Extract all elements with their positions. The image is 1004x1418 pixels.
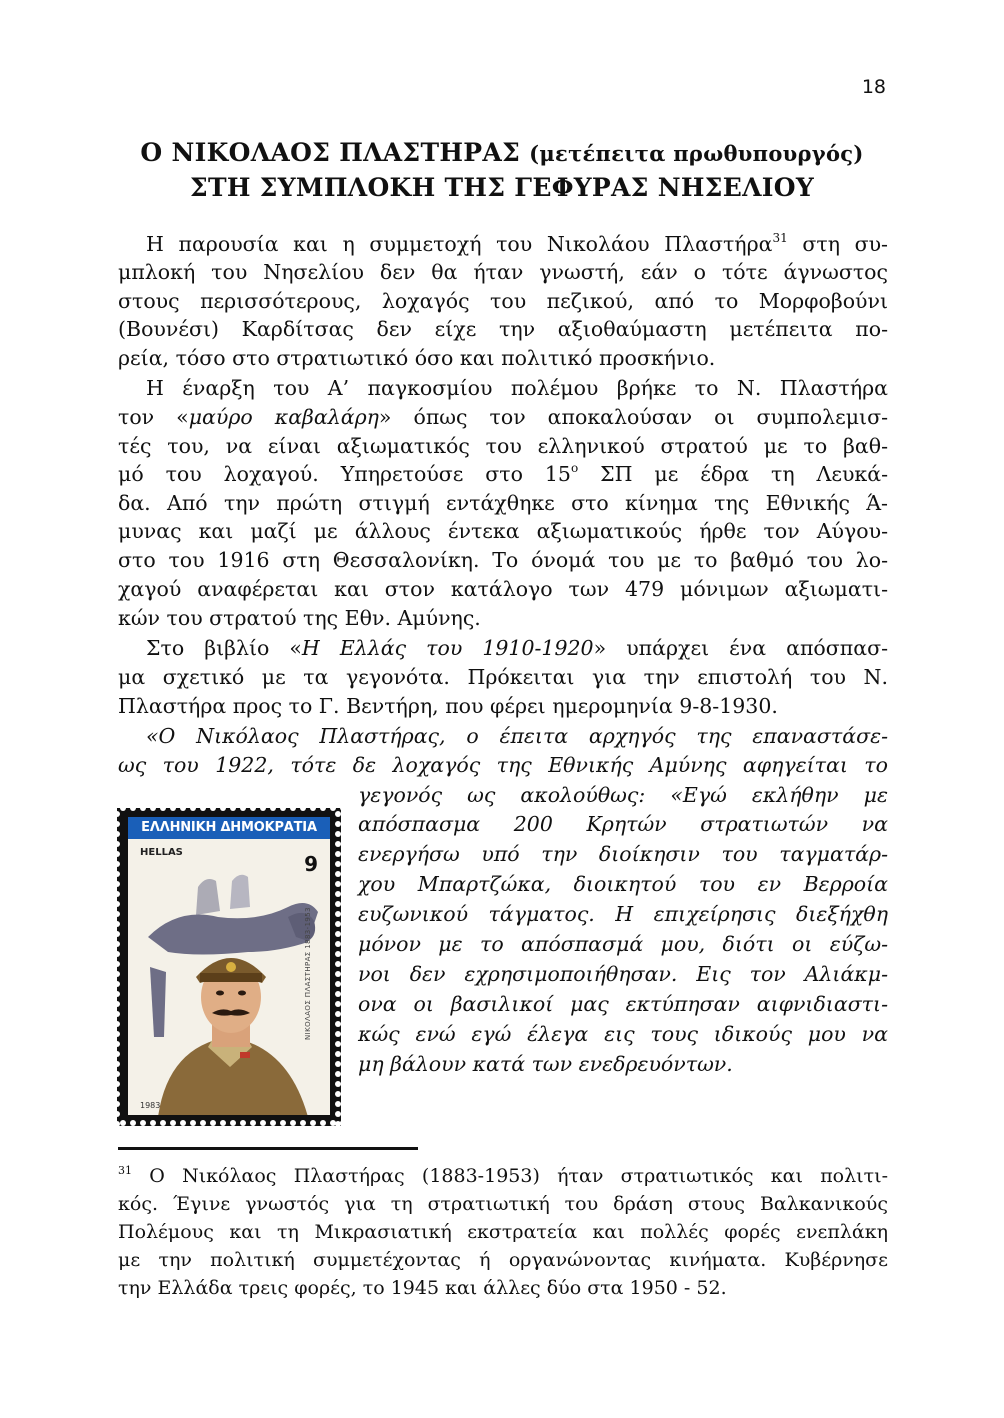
stamp-perforation (250, 805, 256, 811)
stamp-perforation (335, 1061, 341, 1067)
page-title (118, 136, 886, 205)
quote-line: ονα οι βασιλικοί μας εκτύπησαν αιφνιδιαστι- (358, 992, 888, 1016)
stamp-perforation (114, 1101, 120, 1107)
stamp-perforation (150, 805, 156, 811)
stamp-perforation (300, 805, 306, 811)
stamp-perforation (114, 1111, 120, 1117)
text-span: στη συ- (787, 232, 888, 256)
stamp-perforation (230, 805, 236, 811)
stamp-perforation (114, 891, 120, 897)
stamp-perforation (335, 831, 341, 837)
text-span: Η παρουσία και η συμμετοχή του Νικολάου Πλαστήρα (146, 232, 773, 256)
stamp-perforation (335, 1041, 341, 1047)
stamp-year: 1983 (140, 1101, 161, 1110)
stamp-perforation (114, 951, 120, 957)
text-line: μπλοκή του Νησελίου δεν θα ήταν γνωστή, εάν ο τότε άγνωστος (118, 260, 888, 284)
stamp-perforation (114, 1081, 120, 1087)
footnote-line (118, 1163, 888, 1190)
text-line (118, 460, 888, 488)
quote-line: μόνον με το απόσπασμά μου, διότι οι εύζω- (358, 932, 888, 956)
stamp-perforation (114, 1061, 120, 1067)
stamp-perforation (320, 1120, 326, 1126)
quote-line: γεγονός ως ακολούθως: «Εγώ εκλήθην με (358, 783, 888, 807)
stamp-perforation (335, 861, 341, 867)
stamp-perforation (335, 1091, 341, 1097)
stamp-perforation (270, 805, 276, 811)
stamp-perforation (114, 1071, 120, 1077)
stamp-perforation (210, 805, 216, 811)
stamp-perforation (290, 1120, 296, 1126)
footnote-line: με την πολιτική συμμετέχοντας ή οργανώνοντας κινήματα. Κυβέρνησε (118, 1249, 888, 1271)
text-span: Ο Νικόλαος Πλαστήρας (1883-1953) ήταν στρατιωτικός και πολιτι- (132, 1165, 888, 1187)
text-line (118, 634, 888, 662)
stamp-perforation (335, 1051, 341, 1057)
text-line: δα. Από την πρώτη στιγμή εντάχθηκε στο κίνημα της Εθνικής Ά- (118, 491, 888, 515)
stamp-perforation (200, 805, 206, 811)
stamp-perforation (160, 1120, 166, 1126)
stamp-perforation (170, 1120, 176, 1126)
stamp-perforation (335, 1031, 341, 1037)
stamp-perforation (220, 1120, 226, 1126)
stamp-perforation (114, 1021, 120, 1027)
title-line-2: ΣΤΗ ΣΥΜΠΛΟΚΗ ΤΗΣ ΓΕΦΥΡΑΣ ΝΗΣΕΛΙΟΥ (189, 173, 815, 202)
footnote-line: την Ελλάδα τρεις φορές, το 1945 και άλλες δύο στα 1950 - 52. (118, 1277, 727, 1299)
stamp-perforation (335, 1021, 341, 1027)
stamp-perforation (120, 1120, 126, 1126)
stamp-perforation (280, 805, 286, 811)
stamp-perforation (170, 805, 176, 811)
quote-line: ευζωνικού τάγματος. Η επιχείρησις διεξήχθη (358, 902, 888, 926)
quote-line: νοι δεν εχρησιμοποιήθησαν. Εις τον Αλιάκμ- (358, 962, 888, 986)
footnote-ref[interactable]: 31 (772, 231, 788, 245)
stamp-perforation (335, 961, 341, 967)
stamp-perforation (240, 1120, 246, 1126)
text-line: χαγού αναφέρεται και στον κατάλογο των 479 μόνιμων αξιωματι- (118, 577, 888, 601)
stamp-perforation (240, 805, 246, 811)
stamp-perforation (335, 941, 341, 947)
stamp-perforation (330, 805, 336, 811)
stamp-caption: ΝΙΚΟΛΑΟΣ ΠΛΑΣΤΗΡΑΣ 1883-1953 (304, 907, 312, 1040)
stamp-perforation (210, 1120, 216, 1126)
stamp-perforation (300, 1120, 306, 1126)
stamp-perforation (335, 971, 341, 977)
stamp-perforation (150, 1120, 156, 1126)
stamp-perforation (335, 811, 341, 817)
quote-line: ως του 1922, τότε δε λοχαγός της Εθνικής Αμύνης αφηγείται το (118, 753, 888, 777)
stamp-face (128, 817, 330, 1115)
footnote-divider (118, 1147, 418, 1150)
stamp-perforation (114, 1031, 120, 1037)
stamp-perforation (114, 1091, 120, 1097)
stamp-perforation (335, 1011, 341, 1017)
stamp-perforation (280, 1120, 286, 1126)
stamp-perforation (114, 991, 120, 997)
text-line: κών του στρατού της Εθν. Αμύνης. (118, 606, 481, 630)
stamp-perforation (335, 921, 341, 927)
quote-line: μη βάλουν κατά των ενεδρευόντων. (358, 1052, 733, 1076)
text-line: ρεία, τόσο στο στρατιωτικό όσο και πολιτικό προσκήνιο. (118, 346, 716, 370)
stamp-header: ΕΛΛΗΝΙΚΗ ΔΗΜΟΚΡΑΤΙΑ (128, 817, 330, 839)
stamp-perforation (114, 921, 120, 927)
stamp-perforation (114, 1011, 120, 1017)
text-line (118, 230, 888, 258)
stamp-perforation (260, 1120, 266, 1126)
stamp-perforation (114, 961, 120, 967)
stamp-perforation (250, 1120, 256, 1126)
stamp-perforation (335, 841, 341, 847)
stamp-perforation (335, 901, 341, 907)
stamp-value: 9 (304, 852, 318, 876)
text-span: » υπάρχει ένα απόσπασ- (593, 636, 888, 660)
stamp-perforation (335, 1111, 341, 1117)
stamp-perforation (260, 805, 266, 811)
text-line: στο του 1916 στη Θεσσαλονίκη. Το όνομά του με το βαθμό του λο- (118, 548, 888, 572)
stamp-perforation (114, 831, 120, 837)
text-span: Στο βιβλίο « (146, 636, 302, 660)
title-subtitle: (μετέπειτα πρωθυπουργός) (529, 141, 864, 166)
stamp-country: HELLAS (140, 847, 183, 858)
stamp-perforation (335, 1121, 341, 1127)
stamp-perforation (270, 1120, 276, 1126)
stamp-perforation (335, 981, 341, 987)
stamp-perforation (130, 805, 136, 811)
stamp-perforation (200, 1120, 206, 1126)
stamp-perforation (335, 991, 341, 997)
stamp-perforation (114, 911, 120, 917)
stamp-perforation (335, 931, 341, 937)
stamp-perforation (335, 881, 341, 887)
quote-line: «Ο Νικόλαος Πλαστήρας, ο έπειτα αρχηγός της επαναστάσε- (146, 724, 888, 748)
stamp-perforation (190, 805, 196, 811)
text-span: ΣΠ με έδρα τη Λευκά- (578, 462, 888, 486)
text-line: στους περισσότερους, λοχαγός του πεζικού, από το Μορφοβούνι (118, 289, 888, 313)
stamp-perforation (335, 911, 341, 917)
stamp-perforation (140, 1120, 146, 1126)
text-line: Η έναρξη του Α’ παγκοσμίου πολέμου βρήκε το Ν. Πλαστήρα (146, 376, 888, 400)
text-span: τον « (118, 405, 189, 429)
stamp-perforation (335, 891, 341, 897)
stamp-perforation (114, 981, 120, 987)
stamp-portrait-illustration (128, 817, 330, 1115)
stamp-perforation (190, 1120, 196, 1126)
stamp-perforation (220, 805, 226, 811)
text-line: μυνας και μαζί με άλλους έντεκα αξιωματικούς ήρθε τον Αύγου- (118, 519, 888, 543)
book-title: Η Ελλάς του 1910-1920 (301, 636, 594, 660)
stamp-perforation (114, 1041, 120, 1047)
stamp-perforation (335, 1101, 341, 1107)
quote-line: χου Μπαρτζώκα, διοικητού του εν Βερροία (358, 872, 888, 896)
stamp-perforation (340, 805, 346, 811)
stamp-perforation (120, 805, 126, 811)
stamp-perforation (114, 901, 120, 907)
stamp-perforation (310, 1120, 316, 1126)
stamp-perforation (114, 861, 120, 867)
postage-stamp-image (117, 808, 341, 1126)
text-line (118, 403, 888, 431)
ordinal-superscript: ο (570, 461, 579, 475)
stamp-perforation (140, 805, 146, 811)
footnote-number: 31 (118, 1164, 132, 1177)
stamp-perforation (335, 851, 341, 857)
stamp-perforation (180, 805, 186, 811)
text-line: τές του, να είναι αξιωματικός του ελληνικού στρατού με το βαθ- (118, 434, 888, 458)
stamp-perforation (335, 1081, 341, 1087)
stamp-perforation (114, 811, 120, 817)
text-span: μό του λοχαγού. Υπηρετούσε στο 15 (118, 462, 571, 486)
quote-line: κώς ενώ εγώ έλεγα εις τους ιδικούς μου να (358, 1022, 888, 1046)
stamp-perforation (335, 1071, 341, 1077)
italic-text: μαύρο καβαλάρη (188, 405, 379, 429)
stamp-perforation (335, 821, 341, 827)
quote-line: απόσπασμα 200 Κρητών στρατιωτών να (358, 812, 888, 836)
text-line: μα σχετικό με τα γεγονότα. Πρόκειται για την επιστολή του Ν. (118, 665, 888, 689)
stamp-perforation (114, 931, 120, 937)
page-number: 18 (861, 76, 886, 98)
stamp-perforation (290, 805, 296, 811)
stamp-perforation (114, 871, 120, 877)
stamp-perforation (230, 1120, 236, 1126)
stamp-perforation (114, 1051, 120, 1057)
stamp-perforation (114, 821, 120, 827)
stamp-perforation (180, 1120, 186, 1126)
stamp-perforation (320, 805, 326, 811)
stamp-perforation (130, 1120, 136, 1126)
stamp-perforation (114, 881, 120, 887)
title-line-1 (118, 136, 886, 171)
quote-line: ενεργήσω υπό την διοίκησιν του ταγματάρ- (358, 842, 888, 866)
text-line: Πλαστήρα προς το Γ. Βεντήρη, που φέρει ημερομηνία 9-8-1930. (118, 694, 778, 718)
footnote-line: κός. Έγινε γνωστός για τη στρατιωτική του δράση στους Βαλκανικούς (118, 1193, 888, 1215)
stamp-perforation (114, 851, 120, 857)
stamp-perforation (335, 951, 341, 957)
stamp-perforation (310, 805, 316, 811)
stamp-perforation (114, 971, 120, 977)
text-span: » όπως τον αποκαλούσαν οι συμπολεμισ- (378, 405, 888, 429)
stamp-perforation (335, 871, 341, 877)
stamp-perforation (114, 941, 120, 947)
stamp-perforation (160, 805, 166, 811)
stamp-perforation (335, 1001, 341, 1007)
stamp-perforation (114, 1001, 120, 1007)
stamp-perforation (114, 841, 120, 847)
text-line: (Βουνέσι) Καρδίτσας δεν είχε την αξιοθαύμαστη μετέπειτα πο- (118, 317, 888, 341)
title-main: Ο ΝΙΚΟΛΑΟΣ ΠΛΑΣΤΗΡΑΣ (140, 138, 521, 167)
stamp-perforation (114, 1121, 120, 1127)
footnote-line: Πολέμους και τη Μικρασιατική εκστρατεία και πολλές φορές ενεπλάκη (118, 1221, 888, 1243)
